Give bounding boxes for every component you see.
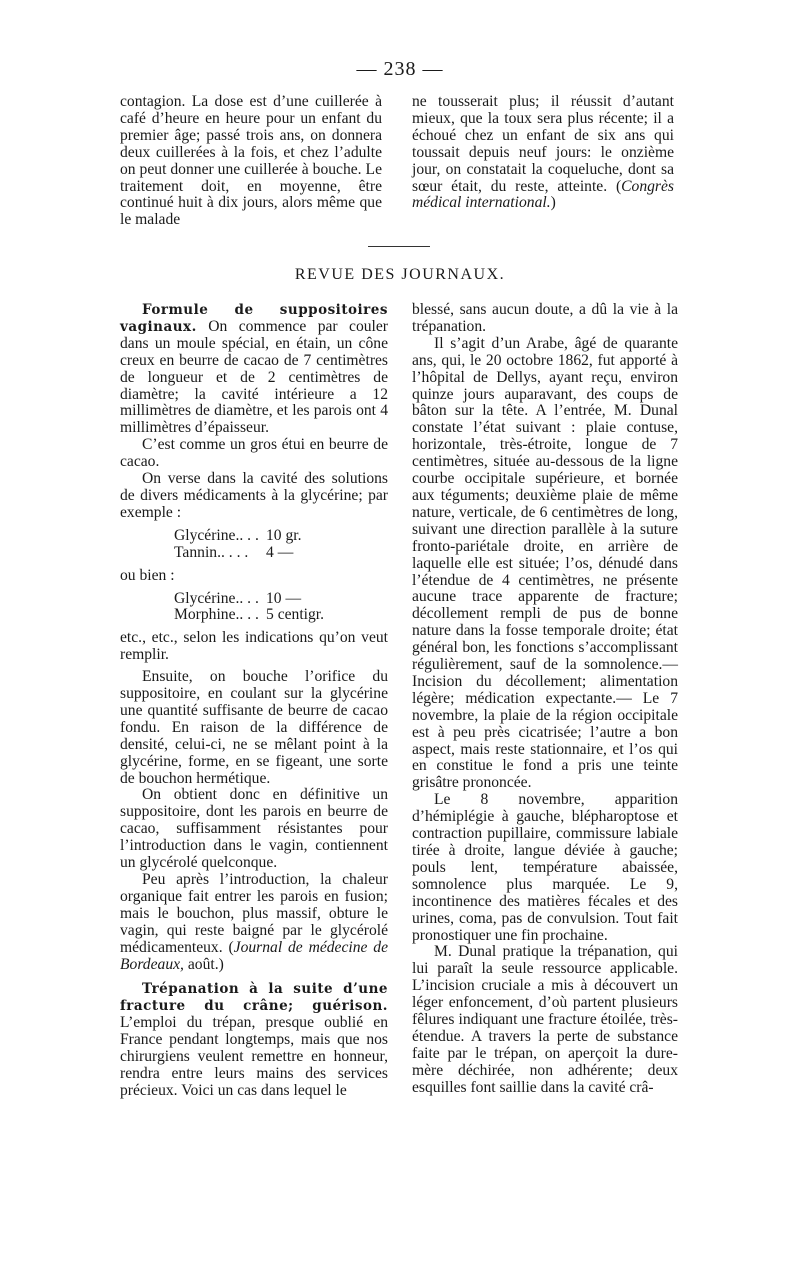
paragraph: Il s’agit d’un Arabe, âgé de quarante ans, qui, le 20 octobre 1862, fut apporté à l’hôpital de Dellys, ayant reçu, environ quinze jours auparavant, des coups de bâton sur la tête. A l’entrée, M. Dunal constate l’état suivant : plaie contuse, horizontale, très-étroite, longue de 7 centimètres, située au-dessous de la ligne courbe occipitale supérieure, et bornée aux téguments; deuxième plaie de même nature, verticale, de 6 centimètres de long, suivant une direction parallèle à la suture fronto-pariétale droite, en arrière de laquelle elle est située; l’os, dénudé dans l’étendue de 4 centimètres, ne présente aucune trace apparente de fracture; décollement rempli de pus de bonne nature dans la fosse temporale droite; état général bon, les fonctions s’accomplissant régulièrement, sauf de la somnolence.— Incision du décollement; alimentation légère; médication expectante.— Le 7 novembre, la plaie de la région occipitale est à peu près cicatrisée; l’autre a bon aspect, mais reste stationnaire, et l’os qui en constitue le fond a pris une teinte grisâtre prononcée. xyxy=(412,334,678,792)
citation: Journal de médecine de Bordeaux, xyxy=(120,938,388,973)
article-suppositoires xyxy=(120,302,388,437)
section-title: REVUE DES JOURNAUX. xyxy=(294,266,506,283)
citation-close: ) xyxy=(550,194,556,212)
left-column xyxy=(120,302,388,1100)
ingredient: Glycérine.. . . xyxy=(174,526,259,544)
paragraph: C’est comme un gros étui en beurre de cacao. xyxy=(120,436,388,471)
paragraph: etc., etc., selon les indications qu’on veut remplir. xyxy=(120,629,388,664)
section-divider xyxy=(368,246,430,247)
citation-date: août.) xyxy=(183,955,224,973)
top-right-column xyxy=(412,94,674,212)
right-column xyxy=(412,302,678,1097)
citation: Congrès médical international. xyxy=(412,177,674,212)
recipe-line xyxy=(174,528,388,545)
quantity: 4 — xyxy=(266,543,294,561)
quantity: 10 gr. xyxy=(266,526,302,544)
quantity: 5 centigr. xyxy=(266,606,325,624)
paragraph: M. Dunal pratique la trépanation, qui lui paraît la seule ressource applicable. L’incision cruciale a mis à découvert un léger enfoncement, d’où partent plusieurs fêlures indiquant une fracture étoilée, très-étendue. A travers la perte de substance faite par le trépan, on aperçoit la dure-mère déchirée, non adhérente; deux esquilles font saillie dans la cavité crâ- xyxy=(412,943,678,1096)
ingredient: Morphine.. . . xyxy=(174,606,259,624)
continued-paragraph: contagion. La dose est d’une cuillerée à café d’heure en heure pour un enfant du premier âge; passé trois ans, on donnera deux cuillerées à la fois, et chez l’adulte on peut donner une cuillerée à bouche. Le traitement doit, en moyenne, être continué huit à dix jours, alors même que le malade xyxy=(120,93,382,229)
paragraph: blessé, sans aucun doute, a dû la vie à la trépanation. xyxy=(412,301,678,335)
paragraph: On commence par couler dans un moule spécial, en étain, un cône creux en beurre de cacao de 7 centimètres de longueur et de 2 centimètres de diamètre; la cavité intérieure a 12 millimètres de diamètre, et les parois ont 4 millimètres d’épaisseur. xyxy=(120,317,388,437)
continued-paragraph-end xyxy=(412,94,674,212)
article-heading: Trépanation à la suite d’une fracture du crâne; guérison. xyxy=(120,981,388,1015)
quantity: 10 — xyxy=(266,589,302,607)
or-label: ou bien : xyxy=(120,566,175,584)
body-text: Peu après l’introduction, la chaleur organique fait entrer les parois en fusion; mais le bouchon, plus massif, obture le vagin, qui reste baigné par le glycérolé médicamenteux. ( xyxy=(120,871,388,956)
paragraph: Ensuite, on bouche l’orifice du suppositoire, en coulant sur la glycérine une quantité suffisante de beurre de cacao fondu. En raison de la différence de densité, celui-ci, ne se mêlant point à la glycérine, forme, en se figeant, une sorte de bouchon hermétique. xyxy=(120,668,388,787)
ingredient: Tannin.. . . . xyxy=(174,543,249,561)
recipe-line xyxy=(174,607,388,624)
recipe-line xyxy=(174,545,388,562)
recipe-line xyxy=(174,591,388,608)
paragraph: On obtient donc en définitive un suppositoire, dont les parois en beurre de cacao, suffisamment résistantes pour l’introduction dans le vagin, contiennent un glycérolé quelconque. xyxy=(120,786,388,872)
ingredient: Glycérine.. . . xyxy=(174,589,259,607)
paragraph xyxy=(120,872,388,973)
article-trepanation xyxy=(120,981,388,1099)
article-heading: Formule de suppositoires vaginaux. xyxy=(120,302,388,335)
recipe-1 xyxy=(174,528,388,562)
body-text: ne tousserait plus; il réussit d’autant mieux, que la toux sera plus récente; il a échoué chez un enfant de six ans qui toussait depuis neuf jours: le onzième jour, on constatait la coqueluche, dont sa sœur était, du reste, atteinte. ( xyxy=(412,93,674,195)
top-left-column xyxy=(120,94,382,229)
paragraph: On verse dans la cavité des solutions de divers médicaments à la glycérine; par exemple : xyxy=(120,470,388,521)
paragraph: Le 8 novembre, apparition d’hémiplégie à gauche, blépharoptose et contraction pupillaire, commissure labiale tirée à droite, langue déviée à gauche; pouls lent, température abaissée, somnolence plus marquée. Le 9, incontinence des matières fécales et des urines, coma, pas de convulsion. Tout fait pronostiquer une fin prochaine. xyxy=(412,791,678,944)
page-number: — 238 — xyxy=(356,58,444,80)
recipe-2 xyxy=(174,591,388,625)
paragraph: L’emploi du trépan, presque oublié en France pendant longtemps, mais que nos chirurgiens veulent remettre en honneur, rendra entre leurs mains des services précieux. Voici un cas dans lequel le xyxy=(120,1014,388,1099)
